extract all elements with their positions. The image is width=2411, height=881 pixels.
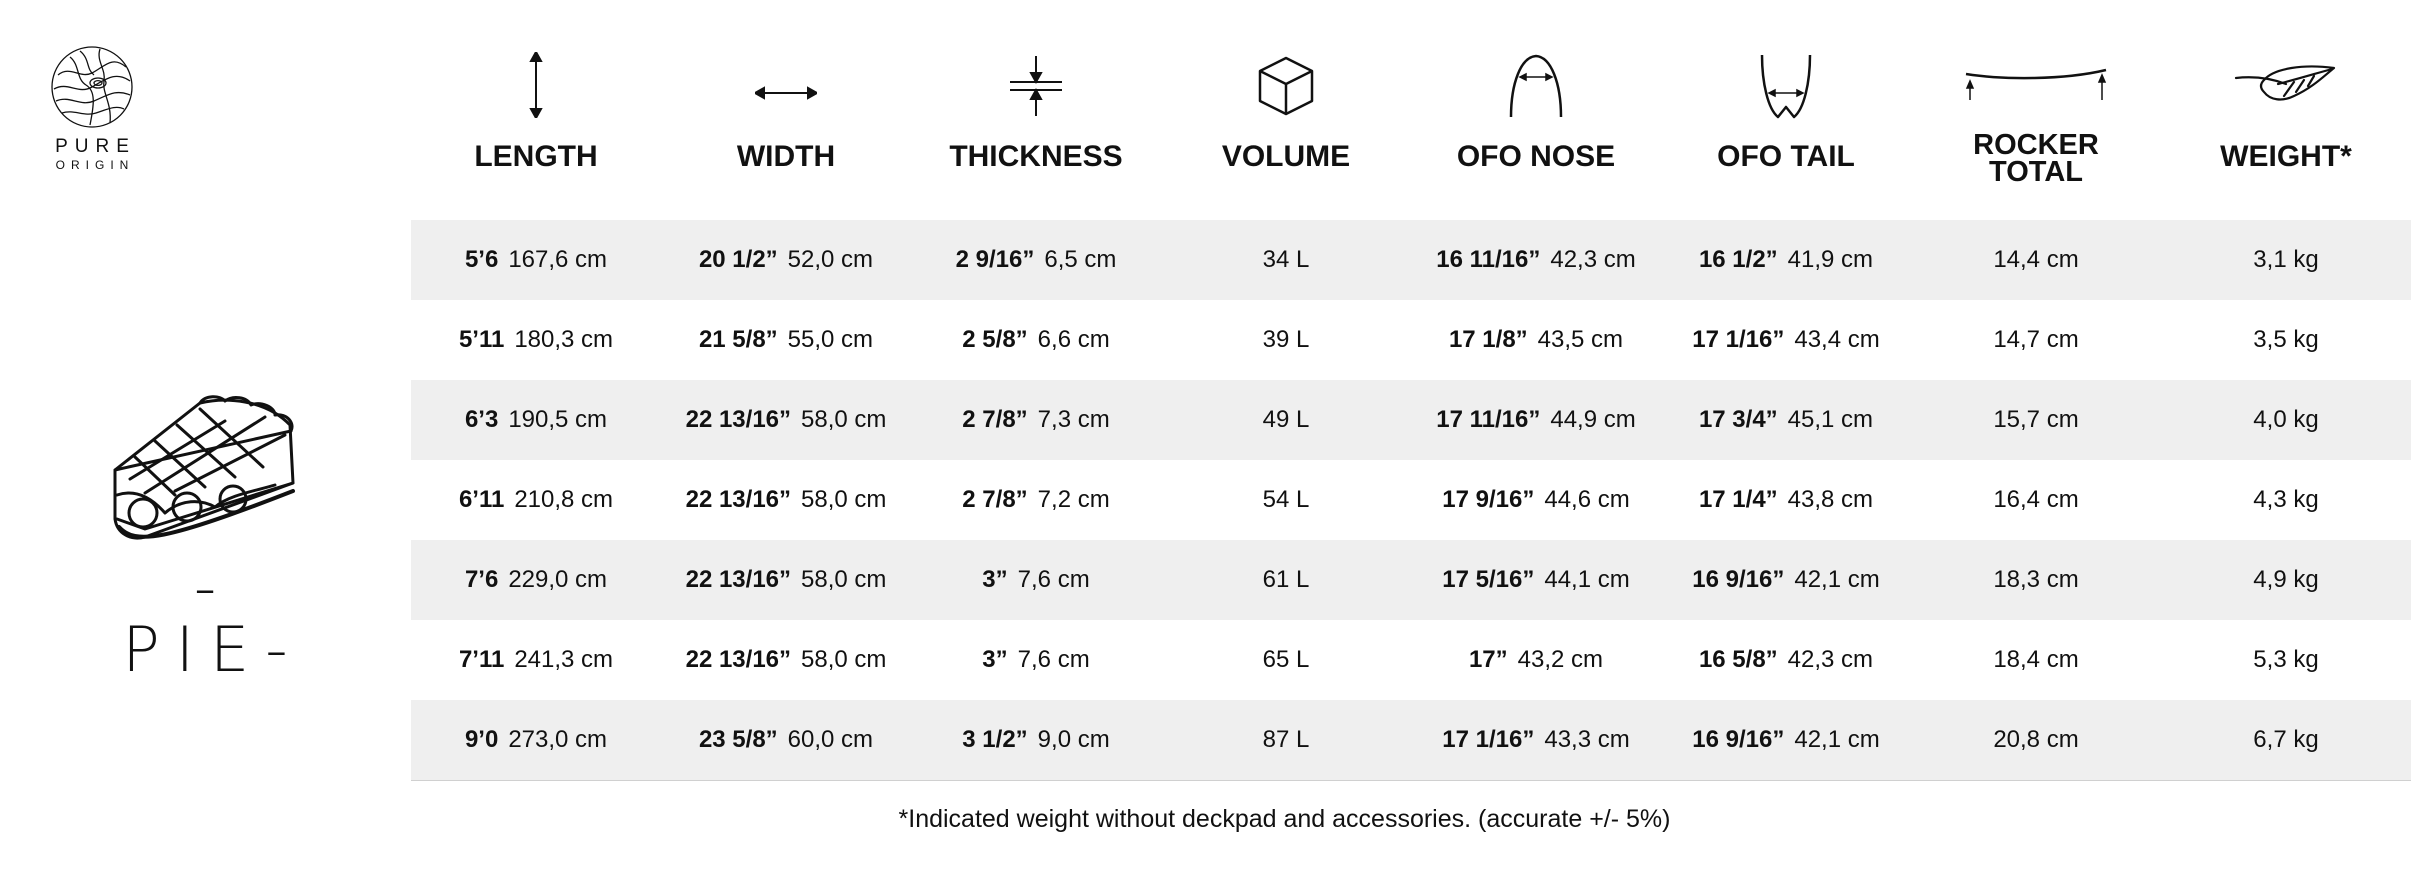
rocker-cell: 18,4 cm — [1993, 646, 2079, 673]
thickness-metric: 9,0 cm — [1037, 726, 1110, 753]
length-imperial: 6’11 — [458, 486, 505, 513]
thickness-imperial: 2 7/8” — [962, 406, 1028, 433]
length-imperial: 7’6 — [464, 566, 499, 593]
table-row — [411, 220, 2411, 300]
brand-name: PURE — [55, 136, 136, 157]
width-cell — [661, 620, 911, 700]
column-label-ofo-tail: OFO TAIL — [1717, 140, 1855, 173]
vertical-arrow-icon — [526, 52, 546, 118]
table-header — [411, 0, 2411, 220]
weight-cell: 4,0 kg — [2253, 406, 2319, 433]
weight-cell: 3,5 kg — [2253, 326, 2319, 353]
weight-cell: 6,7 kg — [2253, 726, 2319, 753]
volume-cell: 39 L — [1262, 326, 1310, 353]
column-header-length — [411, 0, 661, 220]
ofo-tail-metric: 42,3 cm — [1787, 646, 1874, 673]
ofo-nose-cell — [1411, 380, 1661, 460]
width-cell — [661, 300, 911, 380]
volume-cell: 34 L — [1262, 246, 1310, 273]
ofo-nose-metric: 42,3 cm — [1550, 246, 1636, 273]
ofo-nose-metric: 44,6 cm — [1544, 486, 1630, 513]
width-metric: 60,0 cm — [787, 726, 874, 753]
thickness-cell — [911, 300, 1161, 380]
column-label-weight: WEIGHT* — [2220, 140, 2352, 173]
ofo-nose-metric: 43,3 cm — [1544, 726, 1630, 753]
ofo-tail-cell — [1661, 460, 1911, 540]
column-header-weight — [2161, 0, 2411, 220]
length-metric: 210,8 cm — [514, 486, 614, 513]
width-metric: 52,0 cm — [787, 246, 874, 273]
ofo-tail-cell — [1661, 300, 1911, 380]
ofo-tail-metric: 43,8 cm — [1787, 486, 1874, 513]
width-imperial: 20 1/2” — [698, 246, 778, 273]
width-metric: 55,0 cm — [787, 326, 874, 353]
length-cell — [411, 540, 661, 620]
column-header-ofo-tail — [1661, 0, 1911, 220]
ofo-tail-cell — [1661, 620, 1911, 700]
width-cell — [661, 460, 911, 540]
ofo-nose-imperial: 17 1/8” — [1448, 326, 1528, 353]
ofo-nose-metric: 44,9 cm — [1550, 406, 1636, 433]
length-metric: 167,6 cm — [508, 246, 608, 273]
ofo-nose-metric: 43,2 cm — [1517, 646, 1604, 673]
ofo-tail-cell — [1661, 540, 1911, 620]
ofo-nose-imperial: 17 11/16” — [1436, 406, 1541, 433]
weight-cell: 4,3 kg — [2253, 486, 2319, 513]
brand-logo — [40, 45, 144, 171]
ofo-tail-cell — [1661, 380, 1911, 460]
ofo-tail-imperial: 16 9/16” — [1692, 726, 1785, 753]
thickness-metric: 7,3 cm — [1037, 406, 1110, 433]
thickness-metric: 7,6 cm — [1017, 646, 1090, 673]
thickness-imperial: 3” — [982, 646, 1008, 673]
column-label-width: WIDTH — [736, 140, 836, 173]
ofo-tail-imperial: 17 1/16” — [1692, 326, 1785, 353]
ofo-nose-metric: 43,5 cm — [1537, 326, 1624, 353]
ofo-nose-imperial: 16 11/16” — [1436, 246, 1541, 273]
column-label-rocker-total — [1911, 129, 2161, 188]
thickness-imperial: 3” — [982, 566, 1008, 593]
column-label-length: LENGTH — [474, 140, 598, 173]
volume-cell: 87 L — [1262, 726, 1310, 753]
ofo-tail-imperial: 16 9/16” — [1692, 566, 1785, 593]
length-cell — [411, 700, 661, 780]
weight-cell: 4,9 kg — [2253, 566, 2319, 593]
thickness-imperial: 2 5/8” — [962, 326, 1028, 353]
width-metric: 58,0 cm — [801, 646, 887, 673]
column-label-thickness: THICKNESS — [949, 140, 1123, 173]
width-cell — [661, 380, 911, 460]
width-imperial: 22 13/16” — [685, 486, 792, 513]
width-imperial: 22 13/16” — [685, 406, 792, 433]
rocker-cell: 15,7 cm — [1993, 406, 2079, 433]
ofo-nose-cell — [1411, 220, 1661, 300]
width-imperial: 22 13/16” — [685, 566, 792, 593]
volume-cell: 61 L — [1262, 566, 1310, 593]
thickness-metric: 7,6 cm — [1017, 566, 1090, 593]
table-row — [411, 380, 2411, 460]
length-imperial: 6’3 — [464, 406, 499, 433]
width-cell — [661, 220, 911, 300]
thickness-cell — [911, 540, 1161, 620]
thickness-metric: 6,6 cm — [1037, 326, 1110, 353]
weight-cell: 5,3 kg — [2253, 646, 2319, 673]
width-metric: 58,0 cm — [801, 566, 887, 593]
rocker-cell: 18,3 cm — [1993, 566, 2079, 593]
ofo-tail-metric: 42,1 cm — [1794, 726, 1880, 753]
thickness-imperial: 3 1/2” — [962, 726, 1028, 753]
table-body — [411, 220, 2411, 781]
column-header-width — [661, 0, 911, 220]
volume-cell: 54 L — [1262, 486, 1310, 513]
weight-cell: 3,1 kg — [2253, 246, 2319, 273]
length-metric: 190,5 cm — [508, 406, 608, 433]
ofo-nose-cell — [1411, 700, 1661, 780]
ofo-tail-metric: 42,1 cm — [1794, 566, 1880, 593]
ofo-tail-imperial: 16 5/8” — [1698, 646, 1778, 673]
width-imperial: 22 13/16” — [685, 646, 792, 673]
column-label-volume: VOLUME — [1221, 140, 1351, 173]
length-cell — [411, 460, 661, 540]
thickness-imperial: 2 9/16” — [955, 246, 1035, 273]
table-row — [411, 620, 2411, 700]
ofo-tail-imperial: 17 1/4” — [1698, 486, 1778, 513]
ofo-nose-imperial: 17 1/16” — [1442, 726, 1535, 753]
ofo-nose-cell — [1411, 460, 1661, 540]
column-label-ofo-nose: OFO NOSE — [1456, 140, 1616, 173]
nose-outline-icon — [1507, 53, 1565, 119]
ofo-nose-cell — [1411, 540, 1661, 620]
ofo-tail-metric: 43,4 cm — [1794, 326, 1880, 353]
thickness-imperial: 2 7/8” — [962, 486, 1028, 513]
thickness-metric: 6,5 cm — [1044, 246, 1117, 273]
width-cell — [661, 700, 911, 780]
ofo-tail-imperial: 17 3/4” — [1698, 406, 1778, 433]
column-header-rocker-total — [1911, 0, 2161, 220]
column-header-thickness — [911, 0, 1161, 220]
length-cell — [411, 620, 661, 700]
thickness-cell — [911, 380, 1161, 460]
horizontal-arrow-icon — [755, 85, 817, 101]
footnote: *Indicated weight without deckpad and accessories. (accurate +/- 5%) — [898, 805, 1671, 833]
ofo-tail-cell — [1661, 700, 1911, 780]
length-imperial: 9’0 — [464, 726, 499, 753]
ofo-nose-imperial: 17 5/16” — [1442, 566, 1535, 593]
length-imperial: 7’11 — [458, 646, 505, 673]
width-cell — [661, 540, 911, 620]
product-name: - PIE - — [100, 557, 310, 681]
thickness-metric: 7,2 cm — [1037, 486, 1110, 513]
rocker-profile-icon — [1964, 66, 2108, 102]
length-metric: 241,3 cm — [514, 646, 614, 673]
volume-cell: 65 L — [1262, 646, 1310, 673]
ofo-nose-imperial: 17 9/16” — [1442, 486, 1535, 513]
product-block — [100, 395, 310, 686]
column-label-rocker-line2: TOTAL — [1989, 155, 2083, 188]
length-metric: 273,0 cm — [508, 726, 608, 753]
length-metric: 229,0 cm — [508, 566, 608, 593]
length-imperial: 5’11 — [458, 326, 505, 353]
rocker-cell: 14,4 cm — [1993, 246, 2079, 273]
length-imperial: 5’6 — [464, 246, 499, 273]
ofo-tail-cell — [1661, 220, 1911, 300]
thickness-cell — [911, 700, 1161, 780]
ofo-nose-cell — [1411, 620, 1661, 700]
length-cell — [411, 300, 661, 380]
tail-outline-icon — [1758, 53, 1814, 119]
feather-icon — [2234, 64, 2338, 108]
length-cell — [411, 380, 661, 460]
ofo-tail-imperial: 16 1/2” — [1698, 246, 1778, 273]
ofo-nose-metric: 44,1 cm — [1544, 566, 1630, 593]
volume-cell: 49 L — [1262, 406, 1310, 433]
thickness-icon — [1008, 54, 1064, 118]
table-row — [411, 700, 2411, 781]
width-metric: 58,0 cm — [801, 486, 887, 513]
topographic-circle-logo-icon — [50, 45, 134, 129]
column-header-ofo-nose — [1411, 0, 1661, 220]
ofo-tail-metric: 45,1 cm — [1787, 406, 1874, 433]
pie-slice-icon — [105, 395, 305, 545]
table-row — [411, 300, 2411, 380]
thickness-cell — [911, 460, 1161, 540]
column-header-volume — [1161, 0, 1411, 220]
ofo-tail-metric: 41,9 cm — [1787, 246, 1874, 273]
width-metric: 58,0 cm — [801, 406, 887, 433]
table-row — [411, 540, 2411, 620]
cube-icon — [1257, 55, 1315, 117]
length-cell — [411, 220, 661, 300]
table-row — [411, 460, 2411, 540]
thickness-cell — [911, 620, 1161, 700]
rocker-cell: 16,4 cm — [1993, 486, 2079, 513]
rocker-cell: 20,8 cm — [1993, 726, 2079, 753]
thickness-cell — [911, 220, 1161, 300]
width-imperial: 23 5/8” — [698, 726, 778, 753]
ofo-nose-imperial: 17” — [1468, 646, 1508, 673]
column-label-rocker-line1: ROCKER — [1973, 129, 2099, 161]
ofo-nose-cell — [1411, 300, 1661, 380]
width-imperial: 21 5/8” — [698, 326, 778, 353]
length-metric: 180,3 cm — [514, 326, 614, 353]
brand-subname: ORIGIN — [55, 158, 135, 172]
rocker-cell: 14,7 cm — [1993, 326, 2079, 353]
